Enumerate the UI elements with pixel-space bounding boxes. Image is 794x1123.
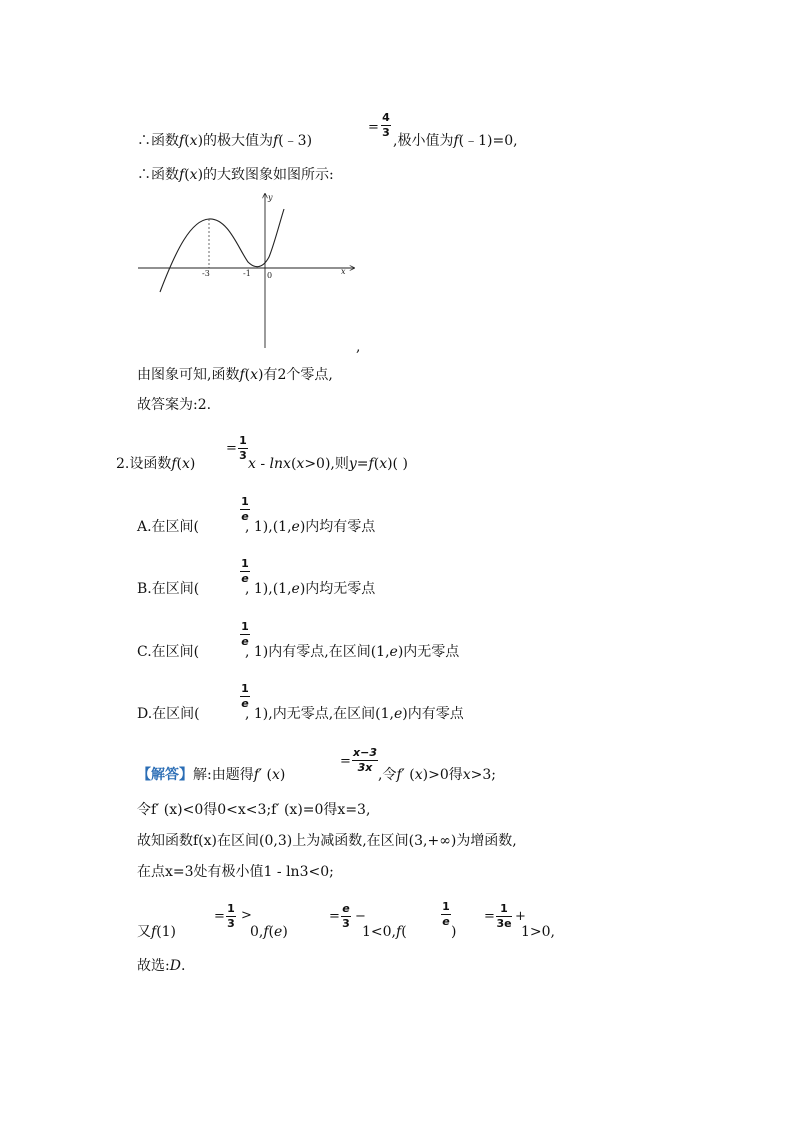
question-2-stem-b — [248, 455, 408, 473]
denominator: e — [241, 572, 249, 585]
paren-close: ) — [451, 924, 457, 940]
text: (﹣3) — [278, 133, 313, 149]
var-f: f — [368, 456, 374, 472]
question-2-stem-a — [116, 455, 195, 473]
denominator: 3 — [239, 449, 247, 462]
answer-line-5c — [362, 923, 407, 941]
text: 设函数 — [129, 456, 172, 472]
fraction-1-3 — [226, 903, 236, 930]
var-e: e — [389, 644, 398, 660]
numerator: 4 — [382, 111, 390, 124]
denominator: e — [241, 697, 249, 710]
text: >0),则 — [304, 456, 349, 472]
text: 解:由题得 — [193, 767, 254, 783]
var-f: f — [263, 924, 269, 940]
option-rest — [245, 580, 375, 598]
fraction-1-3e — [496, 903, 512, 930]
numerator: 1 — [241, 557, 249, 570]
plus-sign: + — [515, 909, 526, 924]
var-f: f — [253, 767, 259, 783]
denominator: 3x — [357, 761, 373, 774]
text: (﹣1)=0, — [458, 133, 518, 149]
fraction-x-3-over-3x — [352, 747, 378, 774]
var-x: x — [250, 367, 259, 383]
var-f: f — [396, 924, 402, 940]
answer-line-1b — [378, 766, 496, 784]
text: ,极小值为 — [393, 133, 454, 149]
answer-line-2: 令f′ (x)<0得0<x<3;f′ (x)=0得x=3, — [137, 802, 371, 818]
var-f: f — [396, 767, 402, 783]
solution-line-3 — [137, 366, 333, 384]
var-x: x — [189, 167, 198, 183]
var-e: e — [274, 924, 283, 940]
answer-line-5d: 1>0, — [521, 924, 555, 940]
var-x: x — [379, 456, 388, 472]
text: ( — [244, 367, 251, 383]
text: ∴函数 — [137, 133, 179, 149]
tick-minus-1: -1 — [243, 269, 251, 278]
solution-line-1 — [137, 132, 312, 150]
solution-line-1b — [393, 132, 518, 150]
answer-line-6 — [137, 957, 185, 975]
numerator: x−3 — [353, 746, 377, 759]
var-e: e — [291, 519, 300, 535]
answer-line-5a — [137, 923, 176, 941]
eq-3: = — [484, 909, 495, 924]
text: 故选: — [137, 958, 170, 974]
text: - — [255, 456, 270, 472]
denominator: e — [241, 510, 249, 523]
answer-line-1 — [137, 766, 285, 784]
function-graph — [136, 190, 366, 350]
tick-minus-3: -3 — [202, 269, 210, 278]
text: , 1),(1, — [245, 519, 292, 535]
fraction-1-e — [441, 901, 451, 928]
graph-comma: , — [356, 339, 361, 355]
solution-line-4: 故答案为:2. — [137, 397, 212, 413]
denominator: 3 — [342, 917, 350, 930]
var-f: f — [171, 456, 177, 472]
var-x: x — [189, 133, 198, 149]
var-f: f — [151, 924, 157, 940]
var-f: f — [453, 133, 459, 149]
text: ) — [282, 924, 288, 940]
fraction-e-3 — [341, 903, 351, 930]
text: ( — [268, 924, 275, 940]
text: >3; — [470, 767, 497, 783]
numerator: 1 — [239, 434, 247, 447]
option-prefix: C.在区间( — [137, 644, 200, 660]
var-x: x — [462, 767, 471, 783]
denominator: e — [442, 915, 450, 928]
text: ) — [189, 456, 196, 472]
answer-line-5b — [250, 923, 288, 941]
option-rest — [245, 705, 464, 723]
text: )的大致图象如图所示: — [197, 167, 334, 183]
var-f: f — [273, 133, 279, 149]
option-prefix: A.在区间( — [137, 519, 200, 535]
answer-label: 【解答】 — [137, 767, 193, 783]
text: )的极大值为 — [197, 133, 274, 149]
var-e: e — [291, 581, 300, 597]
text: ′ ( — [401, 767, 415, 783]
text: )内均有零点 — [299, 519, 376, 535]
solution-line-2 — [137, 166, 334, 184]
var-f: f — [239, 367, 245, 383]
numerator: 1 — [241, 620, 249, 633]
text: 0, — [250, 924, 264, 940]
numerator: 1 — [500, 902, 508, 915]
var-x: x — [296, 456, 305, 472]
text: = — [356, 456, 369, 472]
y-axis-label: y — [268, 193, 273, 202]
text: )>0得 — [422, 767, 463, 783]
var-y: y — [348, 456, 357, 472]
var-x: x — [414, 767, 423, 783]
text: 由图象可知,函数 — [137, 367, 240, 383]
text: ( — [184, 167, 190, 183]
origin-label: 0 — [267, 271, 273, 280]
x-axis-label: x — [341, 267, 346, 276]
denominator: 3 — [382, 126, 390, 139]
text: . — [180, 958, 186, 974]
numerator: e — [342, 902, 350, 915]
text: , 1),(1, — [245, 581, 292, 597]
lnx: lnx — [269, 456, 291, 472]
answer-line-4: 在点x=3处有极小值1 - ln3<0; — [137, 864, 334, 880]
numerator: 1 — [227, 902, 235, 915]
var-e: e — [394, 706, 403, 722]
text: (1) — [156, 924, 177, 940]
var-x: x — [182, 456, 190, 472]
var-x: x — [272, 767, 280, 783]
eq-2: = — [329, 909, 340, 924]
text: 又 — [137, 924, 151, 940]
fraction-4-3 — [381, 112, 391, 139]
fraction-eq: = — [368, 120, 379, 135]
text: ,令 — [378, 767, 397, 783]
text: , 1)内有零点,在区间(1, — [245, 644, 390, 660]
text: )内均无零点 — [299, 581, 376, 597]
option-rest — [245, 643, 459, 661]
text: )内无零点 — [397, 644, 460, 660]
denominator: 3 — [227, 917, 235, 930]
numerator: 1 — [241, 682, 249, 695]
denominator: 3e — [496, 917, 512, 930]
denominator: e — [241, 635, 249, 648]
gt-sign: > — [241, 908, 252, 923]
text: ( — [176, 456, 183, 472]
text: )有2个零点, — [258, 367, 333, 383]
text: ∴函数 — [137, 167, 179, 183]
var-f: f — [179, 167, 185, 183]
option-prefix: B.在区间( — [137, 581, 200, 597]
numerator: 1 — [241, 495, 249, 508]
text: ′ ( — [258, 767, 272, 783]
text: ( — [184, 133, 190, 149]
option-rest — [245, 518, 375, 536]
text: 1<0, — [362, 924, 396, 940]
minus-sign: − — [355, 909, 366, 924]
text: )内有零点 — [402, 706, 464, 722]
text: ( — [290, 456, 297, 472]
text: ) — [279, 767, 286, 783]
var-x: x — [248, 456, 256, 472]
eq-1: = — [214, 909, 225, 924]
text: ( — [401, 924, 407, 940]
answer-eq: = — [340, 754, 351, 769]
numerator: 1 — [442, 900, 450, 913]
fraction-1-3 — [238, 435, 248, 462]
answer-choice: D — [169, 958, 181, 974]
text: , 1),内无零点,在区间(1, — [245, 706, 394, 722]
answer-line-3: 故知函数f(x)在区间(0,3)上为减函数,在区间(3,+∞)为增函数, — [137, 833, 517, 849]
stem-eq: = — [226, 441, 237, 456]
text: )( ) — [387, 456, 408, 472]
text: ( — [373, 456, 380, 472]
var-f: f — [179, 133, 185, 149]
question-number: 2. — [116, 456, 130, 472]
option-prefix: D.在区间( — [137, 706, 200, 722]
